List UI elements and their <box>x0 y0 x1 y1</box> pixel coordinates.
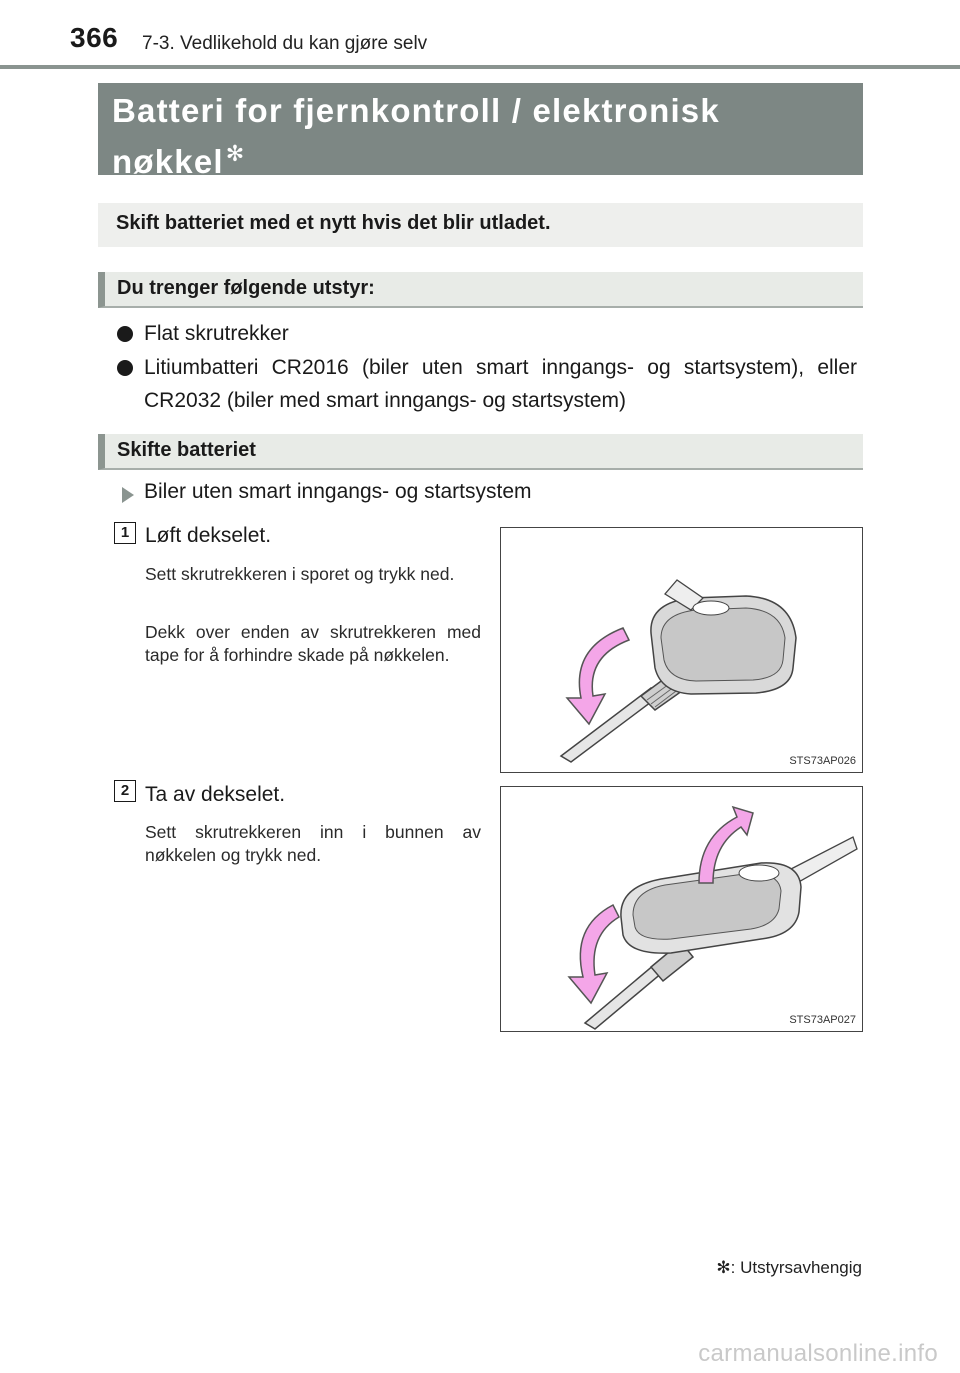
key-illustration-2 <box>501 787 861 1030</box>
asterisk-icon: ✻ <box>225 141 246 166</box>
bullet-icon <box>117 360 133 376</box>
chapter-title: 7-3. Vedlikehold du kan gjøre selv <box>142 33 428 54</box>
figure-code: STS73AP027 <box>789 1014 856 1026</box>
intro-box <box>98 203 863 247</box>
equipment-heading-text: Du trenger følgende utstyr: <box>117 277 375 299</box>
figure-remove-cover <box>500 786 863 1032</box>
variant-text: Biler uten smart inngangs- og startsystem <box>144 480 532 503</box>
triangle-bullet-icon <box>122 487 134 503</box>
page-number: 366 <box>70 22 119 53</box>
figure-lift-cover <box>500 527 863 773</box>
replace-heading-text: Skifte batteriet <box>117 439 256 461</box>
equipment-item-text: Litiumbatteri CR2016 (biler uten smart inngangs- og startsystem), eller CR2032 (biler med smart inngangs- og startsystem) <box>144 356 857 412</box>
step-description: Sett skrutrekkeren i sporet og trykk ned. <box>145 564 455 584</box>
intro-text: Skift batteriet med et nytt hvis det blir utladet. <box>116 212 551 234</box>
equipment-item-text: Flat skrutrekker <box>144 322 289 345</box>
step-title: Ta av dekselet. <box>145 783 286 806</box>
step-number: 1 <box>114 522 136 544</box>
bullet-icon <box>117 326 133 342</box>
step-title: Løft dekselet. <box>145 524 272 547</box>
step-description: Sett skrutrekkeren inn i bunnen av nøkkelen og trykk ned. <box>145 822 481 865</box>
watermark: carmanualsonline.info <box>698 1340 938 1367</box>
equipment-heading <box>98 272 863 308</box>
footnote-text: : Utstyrsavhengig <box>730 1258 862 1277</box>
step-number: 2 <box>114 780 136 802</box>
section-title <box>112 89 852 183</box>
footnote <box>716 1258 862 1278</box>
step-description: Dekk over enden av skrutrekkeren med tape for å forhindre skade på nøkkelen. <box>145 622 481 665</box>
section-title-text: Batteri for fjernkontroll / elektronisk nøkkel <box>112 92 720 180</box>
figure-code: STS73AP026 <box>789 755 856 767</box>
replace-heading <box>98 434 863 470</box>
header-divider <box>0 65 960 69</box>
asterisk-icon: ✻ <box>716 1258 731 1277</box>
section-title-block <box>98 83 863 180</box>
key-illustration-1 <box>501 528 861 771</box>
